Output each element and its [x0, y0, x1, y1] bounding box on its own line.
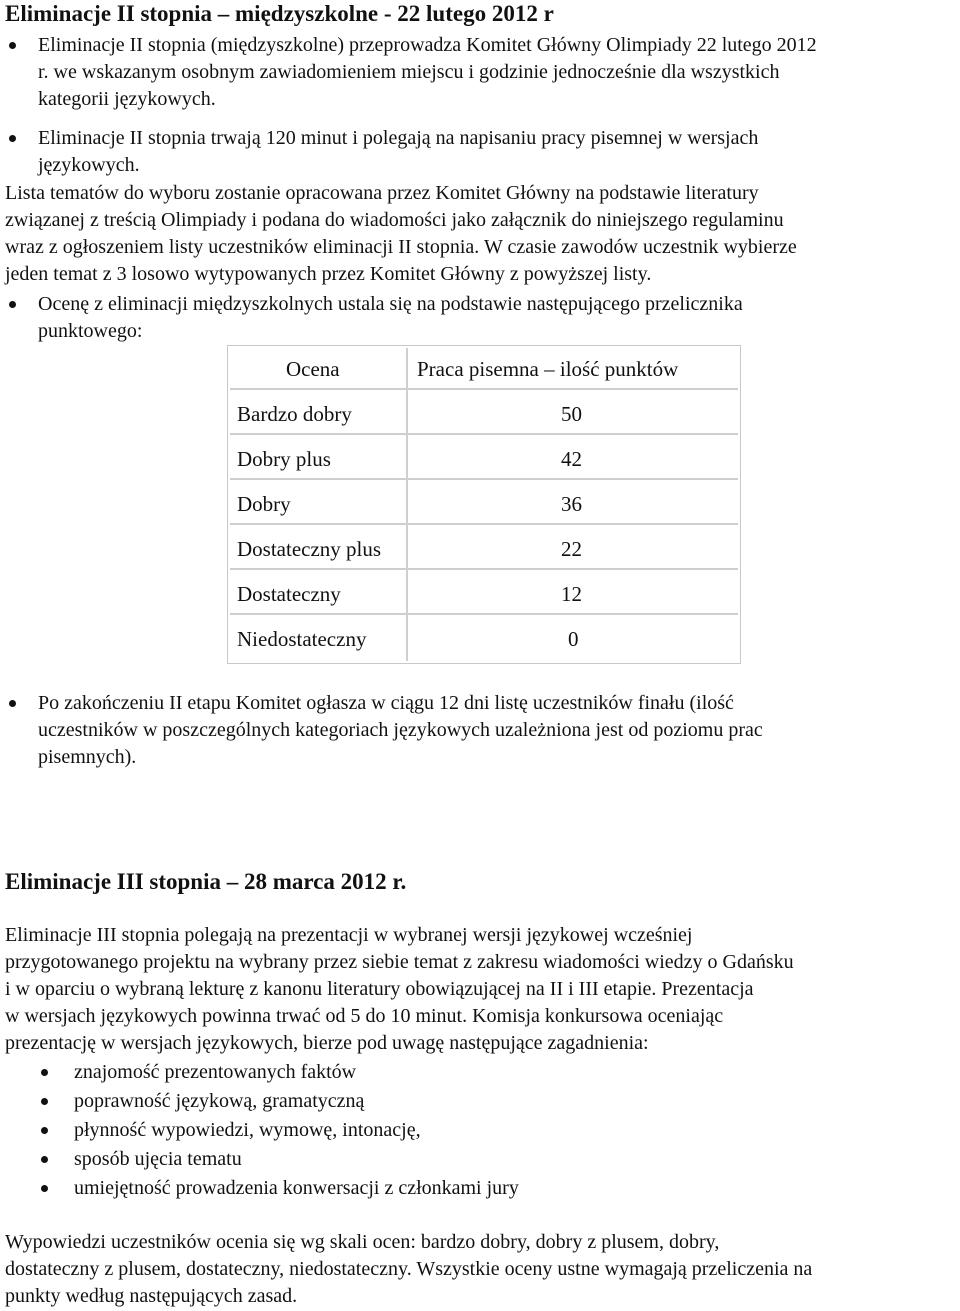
table-cell-points: 12 — [561, 582, 582, 606]
criteria-text: znajomość prezentowanych faktów — [74, 1061, 357, 1083]
bullet-item-scoring — [5, 291, 955, 345]
text-line: w wersjach językowych powinna trwać od 5 do 10 minut. Komisja konkursowa oceniając — [5, 1005, 724, 1027]
text-line: punktowego: — [38, 320, 143, 342]
bullet-item-finalists — [5, 690, 955, 771]
paragraph-topics — [5, 180, 955, 288]
bullet-icon — [41, 1098, 48, 1105]
list-item — [5, 1088, 955, 1115]
text-line: przygotowanego projektu na wybrany przez siebie temat z zakresu wiadomości wiedzy o Gdańsku — [5, 951, 794, 973]
text-line: Lista tematów do wyboru zostanie opracowana przez Komitet Główny na podstawie literatury — [5, 182, 759, 204]
table-cell-grade: Dobry plus — [237, 447, 331, 471]
table-row-divider — [230, 523, 738, 525]
table-header-grade: Ocena — [286, 357, 340, 381]
section-title-stage2: Eliminacje II stopnia – międzyszkolne - 22 lutego 2012 r — [5, 1, 554, 26]
list-item — [5, 1175, 955, 1202]
text-line: Eliminacje II stopnia trwają 120 minut i polegają na napisaniu pracy pisemnej w wersjach — [38, 127, 759, 149]
text-line: prezentację w wersjach językowych, bierze pod uwagę następujące zagadnienia: — [5, 1032, 649, 1054]
list-item — [5, 1059, 955, 1086]
criteria-text: sposób ujęcia tematu — [74, 1148, 242, 1170]
criteria-text: płynność wypowiedzi, wymowę, intonację, — [74, 1119, 421, 1141]
bullet-icon — [9, 700, 16, 707]
text-line: r. we wskazanym osobnym zawiadomieniem miejscu i godzinie jednocześnie dla wszystkich — [38, 61, 780, 83]
table-row-divider — [230, 478, 738, 480]
criteria-text: umiejętność prowadzenia konwersacji z członkami jury — [74, 1177, 519, 1199]
section-title-stage3: Eliminacje III stopnia – 28 marca 2012 r. — [5, 869, 407, 894]
list-item — [5, 1117, 955, 1144]
bullet-icon — [9, 135, 16, 142]
table-row-divider — [230, 388, 738, 390]
table-cell-grade: Bardzo dobry — [237, 402, 352, 426]
table-cell-points: 42 — [561, 447, 582, 471]
table-cell-points: 22 — [561, 537, 582, 561]
text-line: Wypowiedzi uczestników ocenia się wg skali ocen: bardzo dobry, dobry z plusem, dobry, — [5, 1231, 720, 1253]
scoring-table — [227, 345, 741, 664]
table-header-points: Praca pisemna – ilość punktów — [417, 357, 679, 381]
bullet-icon — [41, 1069, 48, 1076]
text-line: i w oparciu o wybraną lekturę z kanonu literatury obowiązującej na II i III etapie. Prezentacja — [5, 978, 754, 1000]
bullet-icon — [41, 1156, 48, 1163]
table-cell-grade: Niedostateczny — [237, 627, 367, 651]
table-cell-grade: Dostateczny — [237, 582, 341, 606]
bullet-icon — [9, 42, 16, 49]
table-cell-grade: Dobry — [237, 492, 291, 516]
text-line: językowych. — [38, 154, 140, 176]
paragraph-oral-grades — [5, 1229, 955, 1310]
text-line: wraz z ogłoszeniem listy uczestników eliminacji II stopnia. W czasie zawodów uczestnik wybierze — [5, 236, 797, 258]
text-line: punkty według następujących zasad. — [5, 1285, 298, 1307]
criteria-list — [5, 1059, 955, 1202]
table-row-divider — [230, 433, 738, 435]
paragraph-presentation — [5, 922, 955, 1057]
text-line: uczestników w poszczególnych kategoriach językowych uzależniona jest od poziomu prac — [38, 719, 763, 741]
bullet-icon — [9, 301, 16, 308]
bullet-item-duration — [5, 125, 955, 179]
bullet-item-organizer — [5, 32, 955, 113]
text-line: kategorii językowych. — [38, 88, 216, 110]
text-line: Eliminacje III stopnia polegają na prezentacji w wybranej wersji językowej wcześniej — [5, 924, 693, 946]
text-line: jeden temat z 3 losowo wytypowanych przez Komitet Główny z powyższej listy. — [5, 263, 652, 285]
table-cell-points: 36 — [561, 492, 582, 516]
bullet-icon — [41, 1185, 48, 1192]
list-item — [5, 1146, 955, 1173]
table-cell-grade: Dostateczny plus — [237, 537, 382, 561]
bullet-icon — [41, 1127, 48, 1134]
text-line: Po zakończeniu II etapu Komitet ogłasza w ciągu 12 dni listę uczestników finału (ilość — [38, 692, 734, 714]
table-cell-points: 0 — [568, 627, 579, 651]
table-cell-points: 50 — [561, 402, 582, 426]
table-row-divider — [230, 568, 738, 570]
text-line: związanej z treścią Olimpiady i podana do wiadomości jako załącznik do niniejszego regulaminu — [5, 209, 784, 231]
text-line: Eliminacje II stopnia (międzyszkolne) przeprowadza Komitet Główny Olimpiady 22 lutego 2012 — [38, 34, 817, 56]
text-line: dostateczny z plusem, dostateczny, niedostateczny. Wszystkie oceny ustne wymagają przeliczenia na — [5, 1258, 813, 1280]
table-row-divider — [230, 613, 738, 615]
text-line: pisemnych). — [38, 746, 137, 768]
criteria-text: poprawność językową, gramatyczną — [74, 1090, 365, 1112]
text-line: Ocenę z eliminacji międzyszkolnych ustala się na podstawie następującego przelicznika — [38, 293, 743, 315]
